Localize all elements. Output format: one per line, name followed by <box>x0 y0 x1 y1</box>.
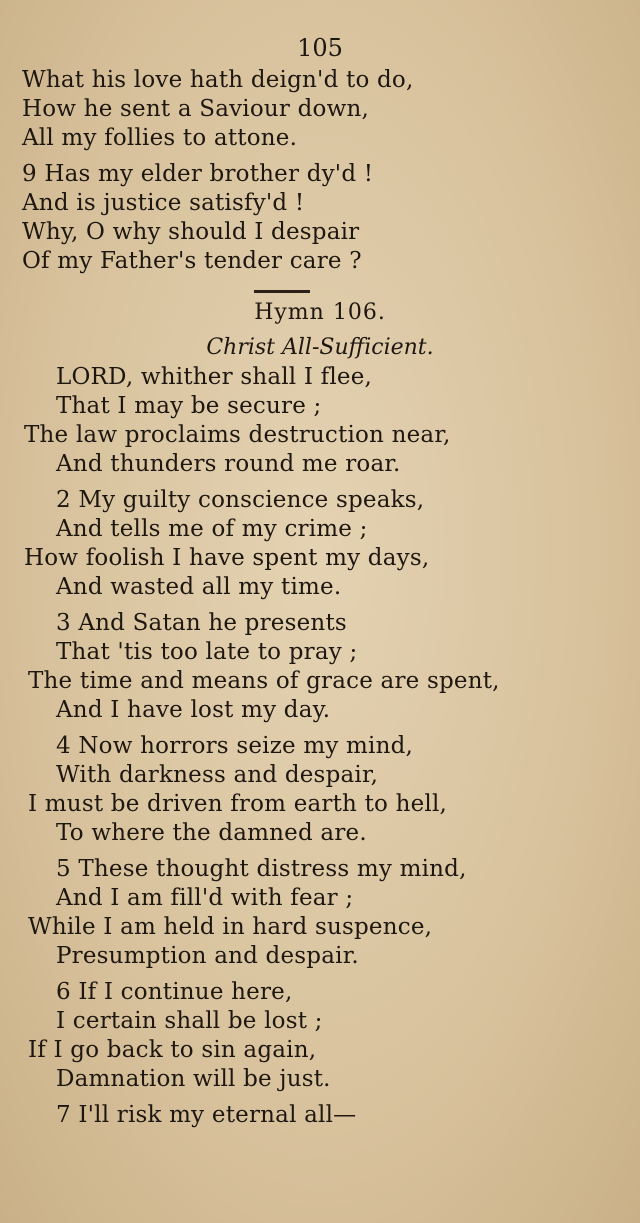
verse-line: And thunders round me roar. <box>56 451 401 477</box>
verse-line: And tells me of my crime ; <box>56 516 368 542</box>
verse-line: 5 These thought distress my mind, <box>56 856 467 882</box>
text-line: 9 Has my elder brother dy'd ! <box>22 161 374 187</box>
section-divider <box>254 290 310 293</box>
page-number: 105 <box>297 34 343 62</box>
verse-line: That 'tis too late to pray ; <box>56 639 358 665</box>
verse-line: I must be driven from earth to hell, <box>28 791 448 817</box>
verse-line: 4 Now horrors seize my mind, <box>56 733 414 759</box>
text-line: What his love hath deign'd to do, <box>22 67 414 93</box>
verse-line: While I am held in hard suspence, <box>28 914 433 940</box>
verse-line: Presumption and despair. <box>56 943 359 969</box>
verse-line: 6 If I continue here, <box>56 979 293 1005</box>
text-line: Why, O why should I despair <box>22 219 360 245</box>
verse-line: That I may be secure ; <box>56 393 322 419</box>
verse-line: If I go back to sin again, <box>28 1037 317 1063</box>
text-line: All my follies to attone. <box>22 125 298 151</box>
verse-line: 3 And Satan he presents <box>56 610 347 636</box>
verse-line: And I have lost my day. <box>56 697 331 723</box>
verse-line: I certain shall be lost ; <box>56 1008 323 1034</box>
hymn-subtitle: Christ All-Sufficient. <box>206 335 434 360</box>
text-line: Of my Father's tender care ? <box>22 248 362 274</box>
hymn-title: Hymn 106. <box>254 300 386 325</box>
verse-line: 7 I'll risk my eternal all— <box>56 1102 357 1128</box>
verse-line: And I am fill'd with fear ; <box>56 885 354 911</box>
verse-line: Damnation will be just. <box>56 1066 331 1092</box>
verse-line: How foolish I have spent my days, <box>24 545 430 571</box>
text-line: How he sent a Saviour down, <box>22 96 370 122</box>
verse-line: The law proclaims destruction near, <box>24 422 451 448</box>
verse-line: 2 My guilty conscience speaks, <box>56 487 425 513</box>
verse-line: To where the damned are. <box>56 820 367 846</box>
text-line: And is justice satisfy'd ! <box>22 190 305 216</box>
verse-line: And wasted all my time. <box>56 574 342 600</box>
verse-line: With darkness and despair, <box>56 762 379 788</box>
verse-line: The time and means of grace are spent, <box>28 668 500 694</box>
verse-line: LORD, whither shall I flee, <box>56 364 373 390</box>
